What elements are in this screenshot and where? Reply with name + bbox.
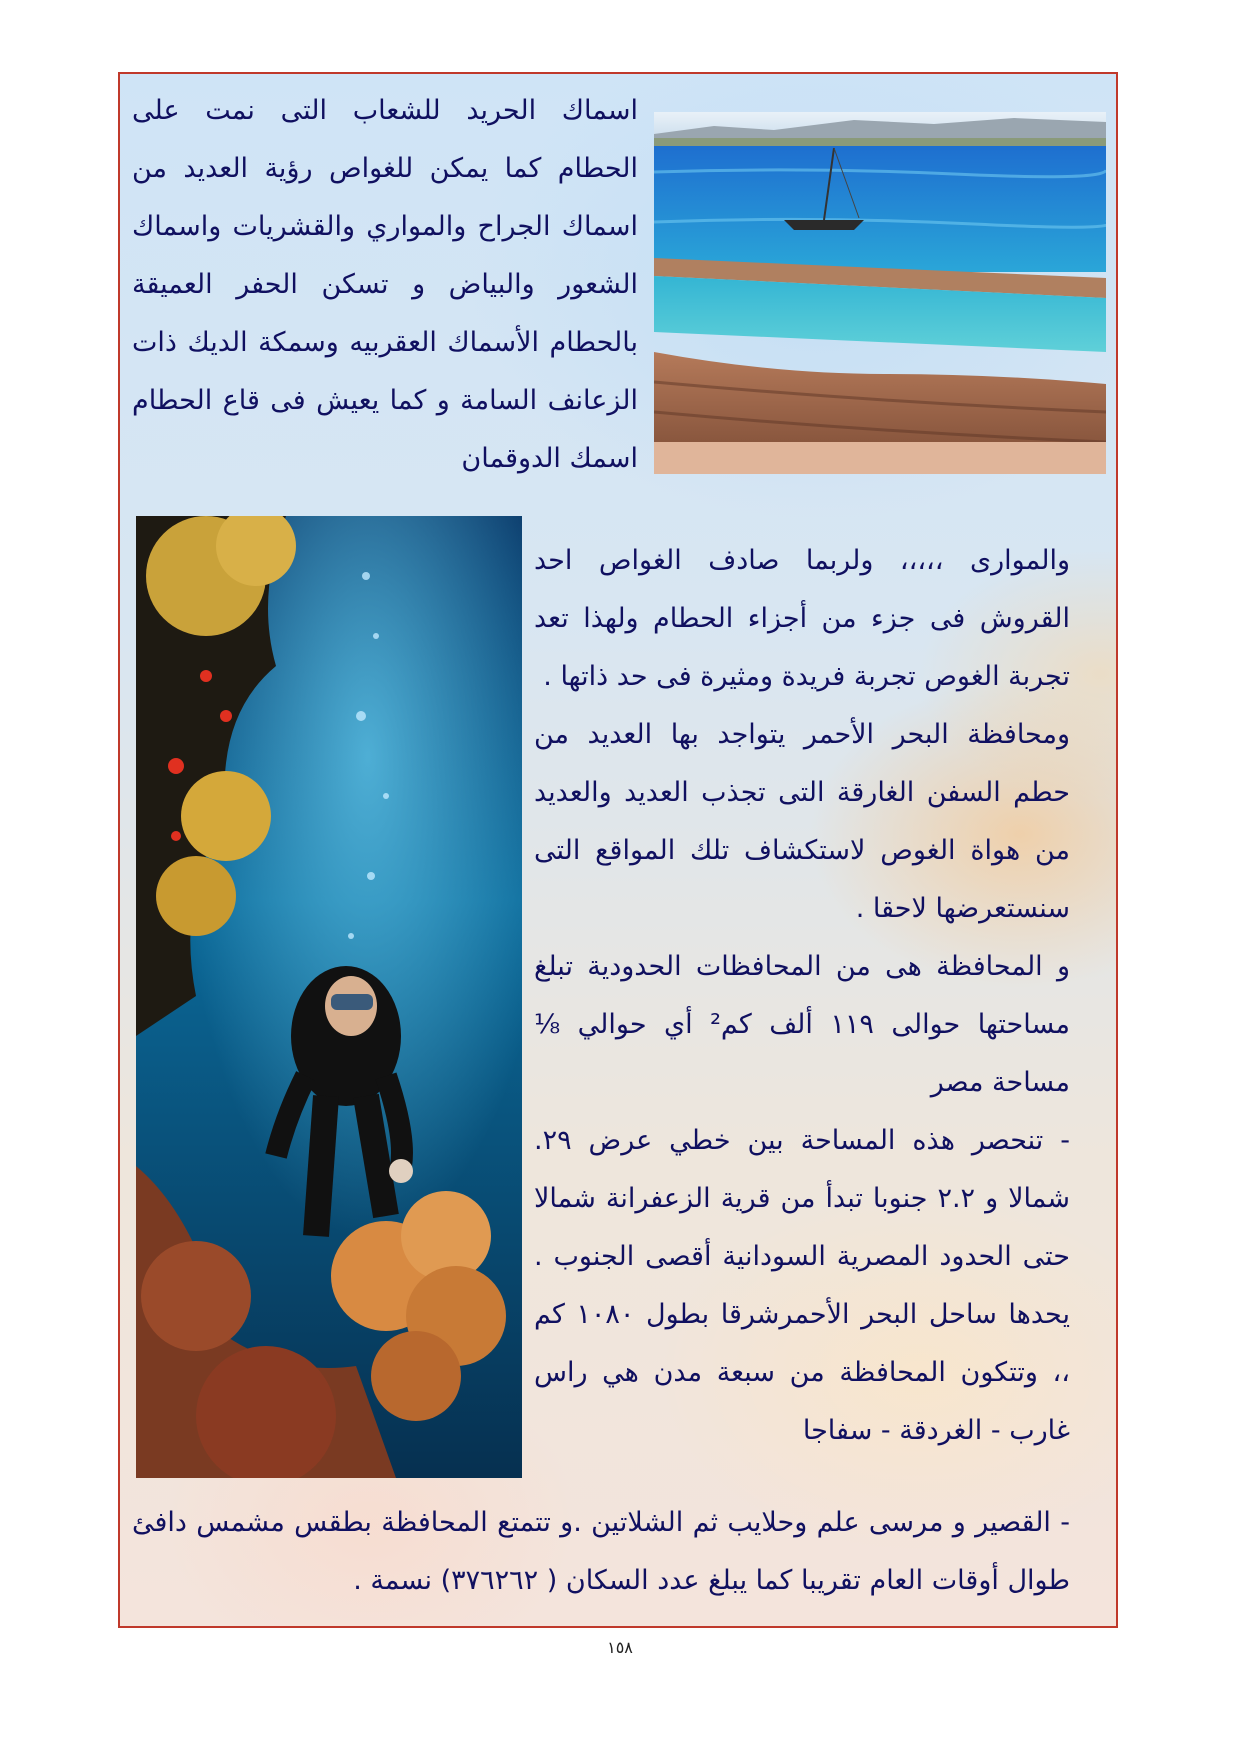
paragraph-fish-species	[132, 82, 638, 488]
paragraph-red-sea-governorate	[534, 532, 1070, 1460]
paragraph-text: والموارى ،،،،، ولربما صادف الغواص احد القروش فى جزء من أجزاء الحطام ولهذا تعد تجربة الغوص تجربة فريدة ومثيرة فى حد ذاتها .	[534, 545, 1070, 692]
paragraph-text: اسماك الحريد للشعاب التى نمت على الحطام كما يمكن للغواص رؤية العديد من اسماك الجراح والمواري والقشريات واسماك الشعور والبياض و تسكن الحفر العميقة بالحطام الأسماك العقربيه وسمكة الديك ذات الزعانف السامة و كما يعيش فى قاع الحطام اسمك الدوقمان	[132, 95, 638, 474]
scuba-diver-coral-reef-photo	[136, 516, 522, 1478]
bay-with-sailboat-photo	[654, 112, 1106, 474]
paragraph-text: و المحافظة هى من المحافظات الحدودية تبلغ مساحتها حوالى ١١٩ ألف كم² أي حوالي ⅛ مساحة مصر	[534, 951, 1070, 1098]
paragraph-text: ومحافظة البحر الأحمر يتواجد بها العديد من حطم السفن الغارقة التى تجذب العديد والعديد من هواة الغوص لاستكشاف تلك المواقع التى سنستعرضها لاحقا .	[534, 719, 1070, 924]
paragraph-text: - القصير و مرسى علم وحلايب ثم الشلاتين .و تتمتع المحافظة بطقس مشمس دافئ طوال أوقات العام تقريبا كما يبلغ عدد السكان ( ٣٧٦٢٦٢) نسمة .	[132, 1507, 1070, 1596]
paragraph-text: - تنحصر هذه المساحة بين خطي عرض ٢٩. شمالا و ٢.٢ جنوبا تبدأ من قرية الزعفرانة شمالا حتى الحدود المصرية السودانية أقصى الجنوب . يحدها ساحل البحر الأحمرشرقا بطول ١٠٨٠ كم ،، وتتكون المحافظة من سبعة مدن هي راس غارب - الغردقة - سفاجا	[534, 1125, 1071, 1446]
paragraph-cities-climate	[132, 1494, 1070, 1610]
page-frame	[118, 72, 1118, 1628]
page-number: ١٥٨	[607, 1638, 633, 1657]
